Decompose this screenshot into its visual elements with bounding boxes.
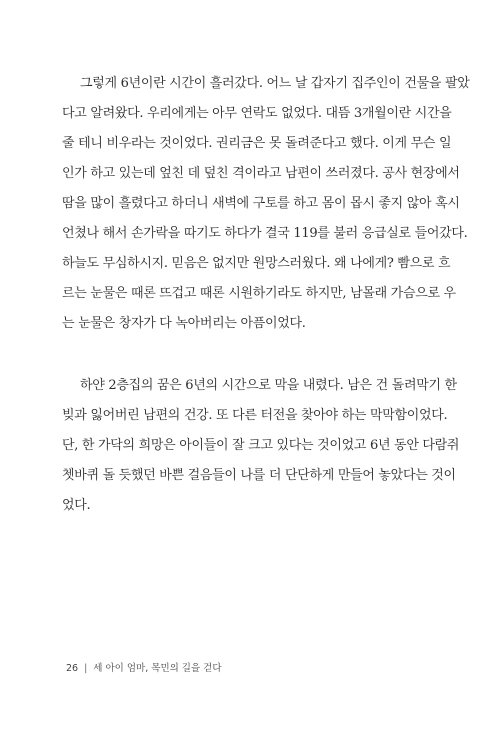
text-line: 하늘도 무심하시지. 믿음은 없지만 원망스러웠다. 왜 나에게? 빰으로 흐 <box>62 256 451 271</box>
text-line: 그렇게 6년이란 시간이 흘러갔다. 어느 날 갑자기 집주인이 건물을 팔았 <box>80 76 470 91</box>
footer-separator: | <box>84 663 88 674</box>
text-line: 언쳤나 해서 손가락을 따기도 하다가 결국 119를 불러 응급실로 들어갔다. <box>62 226 468 241</box>
text-line: 다고 알려왔다. 우리에게는 아무 연락도 없었다. 대뜸 3개월이란 시간을 <box>62 106 452 121</box>
page-footer <box>66 660 222 674</box>
text-line: 는 눈물은 창자가 다 녹아버리는 아픔이었다. <box>62 316 306 331</box>
text-line: 르는 눈물은 때론 뜨겁고 때론 시원하기라도 하지만, 남몰래 가슴으로 우 <box>62 286 456 301</box>
text-line: 하얀 2층집의 꿈은 6년의 시간으로 막을 내렸다. 남은 건 돌려막기 한 <box>80 378 457 393</box>
paragraph-1 <box>62 69 470 339</box>
text-line: 쳇바퀴 돌 듯했던 바쁜 걸음들이 나를 더 단단하게 만들어 놓았다는 것이 <box>62 468 456 483</box>
running-title: 세 아이 엄마, 목민의 길을 걷다 <box>93 663 222 674</box>
text-line: 었다. <box>62 498 91 513</box>
page-number: 26 <box>66 663 79 674</box>
text-line: 단, 한 가닥의 희망은 아이들이 잘 크고 있다는 것이었고 6년 동안 다람쥐 <box>62 438 460 453</box>
paragraph-2 <box>62 371 460 521</box>
text-line: 땀을 많이 흘렸다고 하더니 새벽에 구토를 하고 몸이 몹시 좋지 않아 혹시 <box>62 196 460 211</box>
text-line: 인가 하고 있는데 엎친 데 덮친 격이라고 남편이 쓰러졌다. 공사 현장에서 <box>62 166 460 181</box>
text-line: 줄 테니 비우라는 것이었다. 권리금은 못 돌려준다고 했다. 이게 무슨 일 <box>62 136 452 151</box>
text-line: 빚과 잃어버린 남편의 건강. 또 다른 터전을 찾아야 하는 막막함이었다. <box>62 408 448 423</box>
